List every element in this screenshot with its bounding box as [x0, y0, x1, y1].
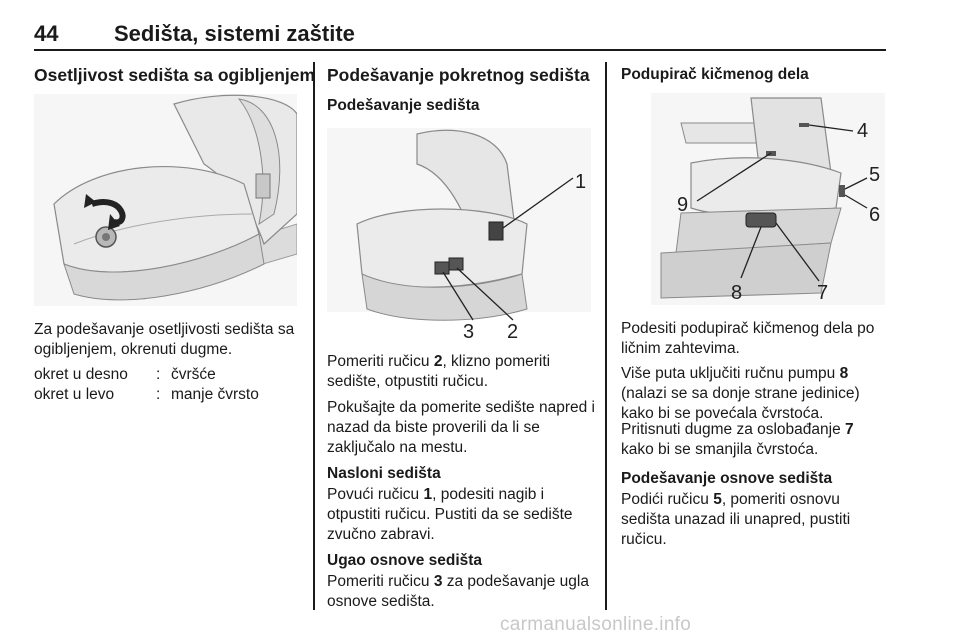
callout-label: 5	[869, 164, 881, 186]
text-span: Više puta uključiti ručnu pumpu	[621, 365, 840, 382]
callout-label: 9	[677, 194, 689, 216]
ref-number: 2	[433, 353, 443, 370]
table-separator: :	[156, 386, 161, 403]
text-span: , pomeriti osnovu sedišta unazad ili unapred, pustiti ručicu.	[621, 491, 851, 548]
paragraph-pump	[621, 364, 887, 424]
callout-label: 6	[869, 204, 881, 226]
callout-label: 1	[575, 171, 587, 193]
section-heading-adjustable-seat: Podešavanje pokretnog sedišta	[327, 65, 590, 85]
table-key: okret u desno	[34, 366, 128, 383]
paragraph-lumbar-adjust: Podesiti podupirač kičmenog dela po ličnim zahtevima.	[621, 320, 875, 357]
callout-label: 3	[463, 321, 475, 342]
table-row	[34, 385, 299, 405]
text-span: Povući ručicu	[327, 486, 424, 503]
watermark-text: carmanualsonline.info	[500, 614, 692, 635]
table-row	[34, 365, 299, 385]
seat-suspension-illustration	[34, 94, 297, 306]
section-heading-suspension: Osetljivost sedišta sa ogibljenjem	[34, 65, 316, 85]
text-span: Pomeriti ručicu	[327, 573, 434, 590]
paragraph-seat-base	[621, 490, 887, 550]
text-span: kako bi se smanjila čvrstoća.	[621, 441, 819, 458]
text-span: (nalazi se sa donje strane jedinice) kako bi se povećala čvrstoća.	[621, 385, 860, 422]
seat-adjustment-figure	[327, 124, 591, 342]
section-heading-lumbar: Podupirač kičmenog dela	[621, 66, 809, 83]
text-span: Pomeriti ručicu	[327, 353, 434, 370]
paragraph-base-angle	[327, 572, 595, 612]
callout-label: 2	[507, 321, 519, 342]
text-span: Podići ručicu	[621, 491, 714, 508]
seat-suspension-figure	[34, 94, 297, 306]
page-number: 44	[34, 21, 59, 46]
suspension-instruction: Za podešavanje osetljivosti sedišta sa ogibljenjem, okrenuti dugme.	[34, 321, 295, 358]
callout-label: 7	[817, 282, 829, 304]
text-span: Pritisnuti dugme za oslobađanje	[621, 421, 846, 438]
header-rule	[34, 49, 886, 51]
suspension-table	[34, 365, 299, 405]
text-span: za podešavanje ugla osnove sedišta.	[327, 573, 589, 610]
ref-number: 8	[839, 365, 849, 382]
table-value: manje čvrsto	[171, 386, 259, 403]
paragraph-backrest	[327, 485, 595, 545]
callout-label: 4	[857, 120, 869, 142]
page-title: Sedišta, sistemi zaštite	[114, 21, 355, 46]
ref-number: 1	[423, 486, 433, 503]
ref-number: 7	[845, 421, 854, 438]
table-value: čvršće	[171, 366, 216, 383]
table-key: okret u levo	[34, 386, 115, 403]
text-span: , podesiti nagib i otpustiti ručicu. Pustiti da se sedište zvučno zabravi.	[327, 486, 573, 543]
lumbar-support-illustration	[621, 93, 885, 305]
paragraph-check-lock: Pokušajte da pomerite sedište napred i nazad da biste proverili da li se zaključalo na mestu.	[327, 399, 595, 456]
subheading-seat-base: Podešavanje osnove sedišta	[621, 470, 833, 487]
text-span: , klizno pomeriti sedište, otpustiti ručicu.	[327, 353, 551, 390]
subheading-seat-adjustment: Podešavanje sedišta	[327, 97, 480, 114]
seat-adjustment-illustration	[327, 124, 591, 342]
column-divider-1	[313, 62, 315, 610]
ref-number: 5	[713, 491, 722, 508]
column-divider-2	[605, 62, 607, 610]
callout-label: 8	[731, 282, 743, 304]
paragraph-release	[621, 420, 887, 460]
lumbar-support-figure	[621, 93, 885, 305]
ref-number: 3	[433, 573, 443, 590]
paragraph-slide-seat	[327, 352, 595, 392]
table-separator: :	[156, 366, 161, 383]
subheading-base-angle: Ugao osnove sedišta	[327, 552, 483, 569]
subheading-backrest: Nasloni sedišta	[327, 465, 441, 482]
